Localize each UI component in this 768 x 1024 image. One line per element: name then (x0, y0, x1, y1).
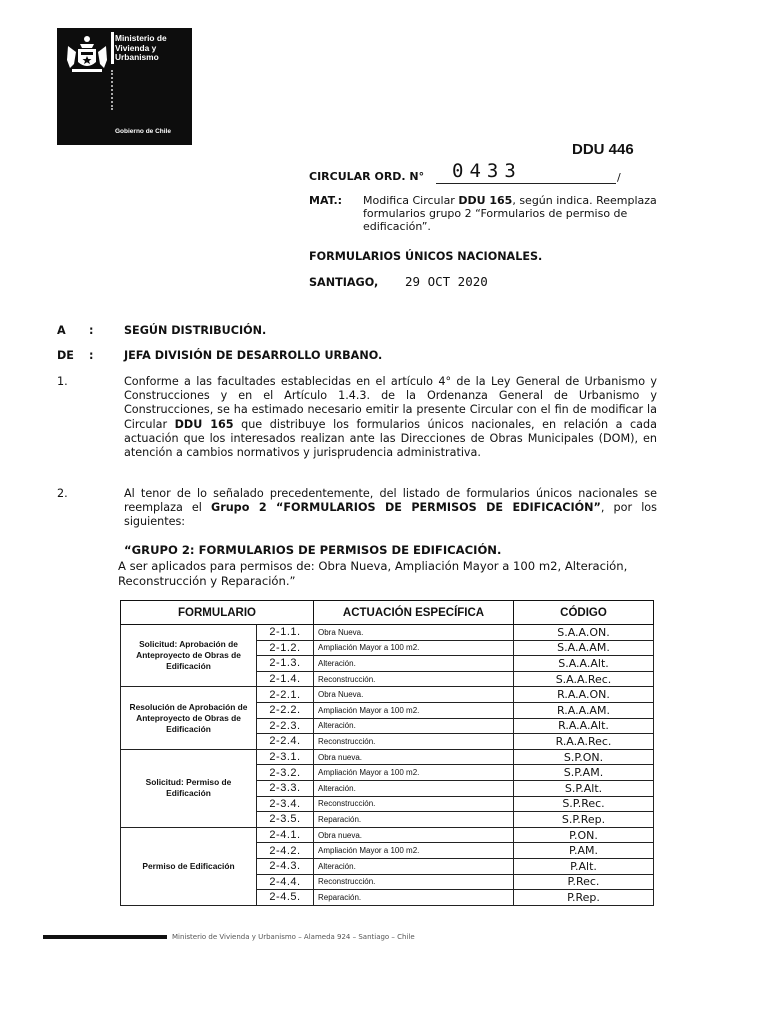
matter-text-part1: Modifica Circular (363, 194, 459, 207)
group-title: “GRUPO 2: FORMULARIOS DE PERMISOS DE EDIFICACIÓN. (124, 543, 502, 557)
form-action: Ampliación Mayor a 100 m2. (314, 640, 514, 656)
group-name: Solicitud: Permiso de Edificación (121, 749, 257, 827)
document-title: FORMULARIOS ÚNICOS NACIONALES. (309, 250, 543, 263)
date-stamp: 29 OCT 2020 (405, 274, 488, 289)
circular-underline (436, 183, 616, 184)
form-action: Alteración. (314, 780, 514, 796)
form-number: 2-1.4. (257, 671, 314, 687)
table-header-row (121, 601, 654, 625)
form-code: S.A.A.ON. (514, 625, 654, 641)
form-number: 2-3.5. (257, 812, 314, 828)
form-action: Alteración. (314, 718, 514, 734)
table-row (121, 687, 654, 703)
logo-dotted-line (111, 70, 114, 110)
form-number: 2-4.3. (257, 858, 314, 874)
form-number: 2-1.3. (257, 656, 314, 672)
header-formulario: FORMULARIO (121, 601, 314, 625)
paragraph-2 (124, 487, 657, 530)
form-number: 2-2.4. (257, 734, 314, 750)
form-action: Reconstrucción. (314, 671, 514, 687)
form-action: Reparación. (314, 812, 514, 828)
form-code: P.Rec. (514, 874, 654, 890)
from-colon: : (89, 349, 94, 362)
table-row (121, 625, 654, 641)
matter-label: MAT.: (309, 194, 343, 207)
form-code: R.A.A.Alt. (514, 718, 654, 734)
form-code: P.ON. (514, 827, 654, 843)
header-actuacion: ACTUACIÓN ESPECÍFICA (314, 601, 514, 625)
to-label: A (57, 324, 66, 337)
form-number: 2-3.4. (257, 796, 314, 812)
form-action: Obra Nueva. (314, 625, 514, 641)
form-number: 2-1.2. (257, 640, 314, 656)
form-action: Ampliación Mayor a 100 m2. (314, 765, 514, 781)
matter-text-part2: , según indica. Reemplaza formularios grupo 2 “Formularios de permiso de edificación”. (363, 194, 657, 233)
ministry-line-2: Vivienda y (115, 42, 157, 53)
form-number: 2-2.2. (257, 702, 314, 718)
circular-label: CIRCULAR ORD. N° (309, 170, 425, 183)
form-number: 2-1.1. (257, 625, 314, 641)
group-description: A ser aplicados para permisos de: Obra Nueva, Ampliación Mayor a 100 m2, Alteración, Reconstrucción y Reparación.” (118, 559, 628, 588)
form-number: 2-2.1. (257, 687, 314, 703)
form-code: S.A.A.AM. (514, 640, 654, 656)
footer-text: Ministerio de Vivienda y Urbanismo – Alameda 924 – Santiago – Chile (172, 933, 415, 941)
from-value: JEFA DIVISIÓN DE DESARROLLO URBANO. (124, 349, 383, 362)
footer-bar (43, 935, 167, 939)
logo-divider (111, 32, 114, 64)
circular-number: 0433 (452, 160, 522, 182)
form-action: Ampliación Mayor a 100 m2. (314, 702, 514, 718)
to-value: SEGÚN DISTRIBUCIÓN. (124, 324, 267, 337)
form-code: S.P.AM. (514, 765, 654, 781)
form-action: Alteración. (314, 656, 514, 672)
form-action: Ampliación Mayor a 100 m2. (314, 843, 514, 859)
form-code: S.A.A.Alt. (514, 656, 654, 672)
table-row (121, 827, 654, 843)
form-number: 2-3.2. (257, 765, 314, 781)
form-number: 2-4.2. (257, 843, 314, 859)
place-label: SANTIAGO, (309, 276, 379, 289)
from-label: DE (57, 349, 74, 362)
form-code: S.P.Alt. (514, 780, 654, 796)
form-code: R.A.A.Rec. (514, 734, 654, 750)
ministry-logo (57, 28, 192, 145)
forms-table (120, 600, 654, 906)
paragraph-2-number: 2. (57, 487, 68, 500)
form-code: R.A.A.AM. (514, 702, 654, 718)
form-code: S.P.ON. (514, 749, 654, 765)
form-action: Reparación. (314, 890, 514, 906)
paragraph-1-part1: Conforme a las facultades establecidas en el artículo 4° de la Ley General de Urbanismo y Construcciones y en el Artículo 1.4.3. de la Ordenanza General de Urbanismo y Construcciones, se ha estimado necesario emitir la presente Circular con el fin de modificar la Circular (124, 375, 657, 431)
form-number: 2-4.5. (257, 890, 314, 906)
group-name: Solicitud: Aprobación de Anteproyecto de Obras de Edificación (121, 625, 257, 687)
form-number: 2-3.3. (257, 780, 314, 796)
form-code: R.A.A.ON. (514, 687, 654, 703)
form-code: P.Alt. (514, 858, 654, 874)
document-code: DDU 446 (572, 141, 634, 158)
paragraph-1-part2: que distribuye los formularios únicos nacionales, en relación a cada actuación que los interesados realizan ante las Direcciones de Obras Municipales (DOM), en atención a cambios normativos y jurisprudencia administrativa. (124, 417, 657, 460)
form-action: Reconstrucción. (314, 734, 514, 750)
header-codigo: CÓDIGO (514, 601, 654, 625)
paragraph-1-bold: DDU 165 (174, 417, 234, 431)
ministry-name (115, 34, 167, 63)
form-number: 2-3.1. (257, 749, 314, 765)
form-code: S.P.Rec. (514, 796, 654, 812)
coat-of-arms-icon (64, 34, 110, 76)
ministry-line-1: Ministerio de (115, 33, 167, 43)
form-action: Reconstrucción. (314, 796, 514, 812)
group-name: Resolución de Aprobación de Anteproyecto de Obras de Edificación (121, 687, 257, 749)
table-row (121, 749, 654, 765)
form-action: Obra nueva. (314, 827, 514, 843)
paragraph-2-bold: Grupo 2 “FORMULARIOS DE PERMISOS DE EDIFICACIÓN” (211, 501, 601, 515)
form-action: Reconstrucción. (314, 874, 514, 890)
to-colon: : (89, 324, 94, 337)
form-code: S.P.Rep. (514, 812, 654, 828)
form-code: P.Rep. (514, 890, 654, 906)
paragraph-1 (124, 375, 657, 460)
form-code: P.AM. (514, 843, 654, 859)
form-action: Obra Nueva. (314, 687, 514, 703)
paragraph-2-part2: , por los siguientes: (124, 501, 657, 529)
group-name: Permiso de Edificación (121, 827, 257, 905)
form-action: Obra nueva. (314, 749, 514, 765)
form-number: 2-2.3. (257, 718, 314, 734)
paragraph-1-number: 1. (57, 375, 68, 388)
form-code: S.A.A.Rec. (514, 671, 654, 687)
form-number: 2-4.4. (257, 874, 314, 890)
paragraph-2-part1: Al tenor de lo señalado precedentemente, del listado de formularios únicos nacionales se reemplaza el (124, 487, 657, 515)
circular-slash: / (617, 171, 621, 184)
form-number: 2-4.1. (257, 827, 314, 843)
ministry-line-3: Urbanismo (115, 52, 159, 63)
form-action: Alteración. (314, 858, 514, 874)
matter-text-bold: DDU 165 (458, 194, 513, 207)
matter-text (363, 194, 663, 233)
government-label: Gobierno de Chile (115, 128, 171, 135)
